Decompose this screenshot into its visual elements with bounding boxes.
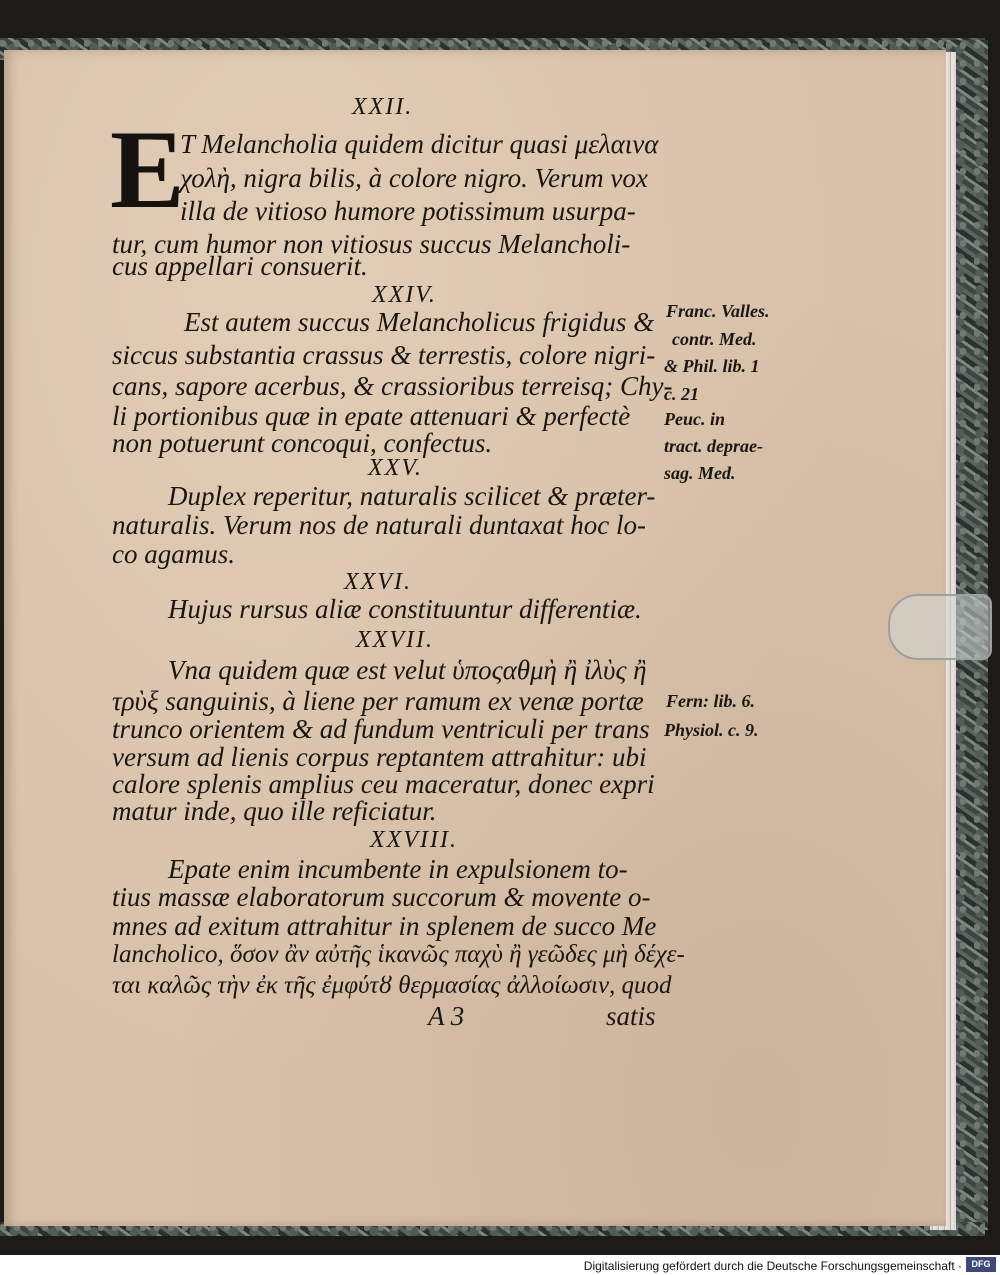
margin-note: Franc. Valles.	[666, 301, 770, 321]
margin-note: c. 21	[664, 384, 699, 404]
text-line: Hujus rursus aliæ constituuntur differentiæ.	[168, 594, 642, 624]
text-line: χολὴ, nigra bilis, à colore nigro. Verum vox	[180, 163, 648, 193]
text-line: li portionibus quæ in epate attenuari & perfectè	[112, 401, 631, 431]
page-clip	[888, 594, 992, 660]
text-line: tur, cum humor non vitiosus succus Melancholi-	[112, 229, 631, 259]
text-line: illa de vitioso humore potissimum usurpa-	[180, 196, 636, 226]
text-line: versum ad lienis corpus reptantem attrahitur: ubi	[112, 742, 647, 772]
text-line: calore splenis amplius ceu maceratur, donec expri	[112, 769, 655, 799]
section-heading: XXV.	[368, 455, 423, 481]
funding-credit: Digitalisierung gefördert durch die Deutsche Forschungsgemeinschaft ·	[583, 1259, 962, 1273]
text-line: Duplex reperitur, naturalis scilicet & præter-	[168, 481, 656, 511]
catchword: satis	[606, 1001, 656, 1031]
text-line: matur inde, quo ille reficiatur.	[112, 796, 437, 826]
margin-note: & Phil. lib. 1	[664, 356, 760, 376]
text-line: tius massæ elaboratorum succorum & movente o-	[112, 882, 651, 912]
text-line: T Melancholia quidem dicitur quasi μελαινα	[180, 129, 659, 159]
signature-mark: A 3	[428, 1001, 465, 1031]
margin-note: tract. deprae-	[664, 436, 763, 456]
text-line: trunco orientem & ad fundum ventriculi per trans	[112, 714, 650, 744]
text-line: τρὺξ sanguinis, à liene per ramum ex venæ portæ	[112, 686, 644, 716]
section-heading: XXVIII.	[370, 827, 458, 853]
margin-note: Physiol. c. 9.	[664, 720, 759, 740]
text-line: cus appellari consuerit.	[112, 251, 368, 281]
section-heading: XXVI.	[344, 569, 412, 595]
text-line: cans, sapore acerbus, & crassioribus terreisq; Chy-	[112, 371, 673, 401]
text-line: Vna quidem quæ est velut ὑποςαθμὴ ἢ ἰλὺς ἢ	[168, 655, 647, 685]
section-heading: XXIV.	[372, 282, 437, 308]
section-heading: XXVII.	[356, 627, 434, 653]
text-line: naturalis. Verum nos de naturali duntaxat hoc lo-	[112, 510, 646, 540]
text-line: co agamus.	[112, 539, 235, 569]
text-line: siccus substantia crassus & terrestis, colore nigri-	[112, 340, 656, 370]
dfg-logo-icon: DFG	[966, 1257, 996, 1272]
decorated-initial: E	[110, 108, 185, 232]
margin-note: Peuc. in	[664, 409, 725, 429]
text-line: Epate enim incumbente in expulsionem to-	[168, 854, 628, 884]
text-line: Est autem succus Melancholicus frigidus &	[184, 307, 655, 337]
margin-note: Fern: lib. 6.	[666, 691, 756, 711]
text-line: ται καλῶς τὴν ἐκ τῆς ἐμφύτȣ θερμασίας ἀλλοίωσιν, quod	[112, 972, 672, 999]
text-line: lancholico, ὅσον ἂν αὐτῆς ἱκανῶς παχὺ ἢ γεῶδες μὴ δέχε-	[112, 941, 685, 968]
text-line: mnes ad exitum attrahitur in splenem de succo Me	[112, 911, 657, 941]
margin-note: contr. Med.	[672, 329, 757, 349]
margin-note: sag. Med.	[664, 463, 736, 483]
text-line: non potuerunt concoqui, confectus.	[112, 428, 493, 458]
section-heading: XXII.	[352, 94, 414, 120]
